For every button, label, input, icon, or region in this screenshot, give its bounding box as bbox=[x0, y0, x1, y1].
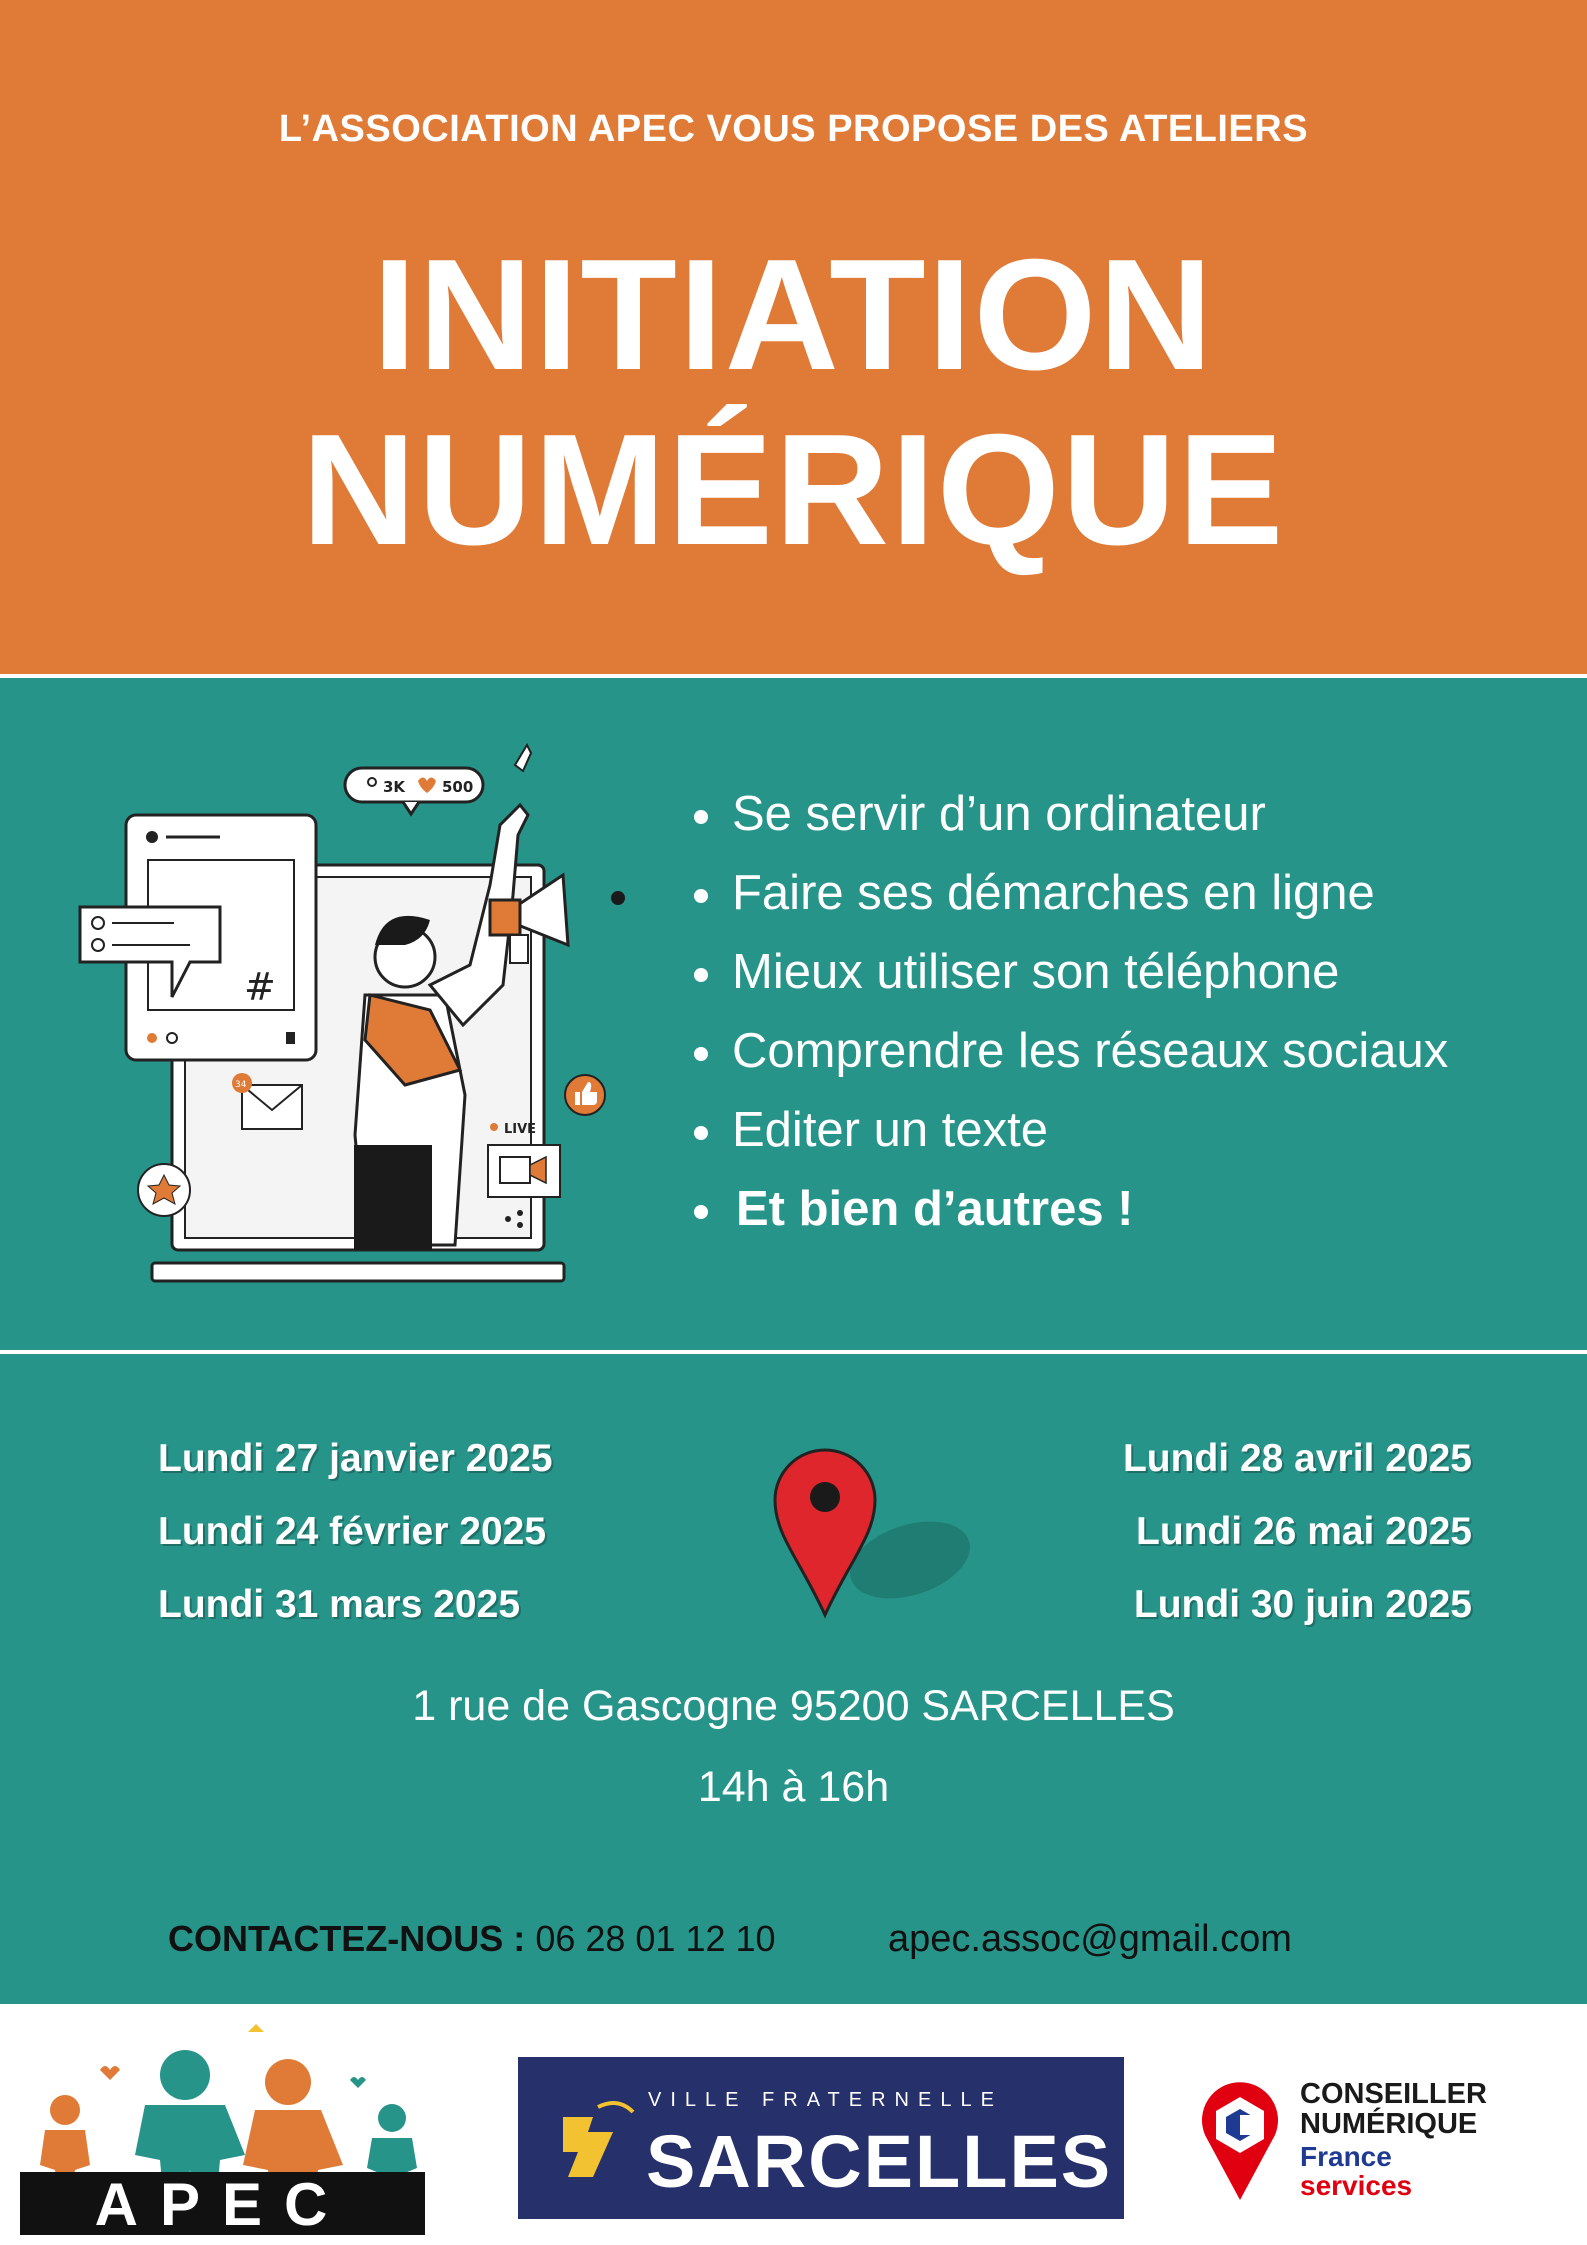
star-icon bbox=[138, 1164, 190, 1216]
date-item: Lundi 30 juin 2025 bbox=[1133, 1583, 1472, 1626]
dove-icon bbox=[558, 2097, 638, 2187]
svg-text:APEC: APEC bbox=[94, 2171, 350, 2235]
sarcelles-tagline: VILLE FRATERNELLE bbox=[648, 2089, 1003, 2111]
date-item: Lundi 28 avril 2025 bbox=[1122, 1437, 1472, 1480]
hours: 14h à 16h bbox=[697, 1763, 890, 1811]
svg-text:34: 34 bbox=[235, 1080, 247, 1090]
date-item: Lundi 27 janvier 2025 bbox=[158, 1437, 553, 1480]
feature-item: Editer un texte bbox=[690, 1091, 1448, 1170]
cn-line-2: NUMÉRIQUE bbox=[1300, 2108, 1478, 2140]
feature-item: Comprendre les réseaux sociaux bbox=[690, 1012, 1448, 1091]
feature-item: Se servir d’un ordinateur bbox=[690, 775, 1448, 854]
cn-line-1: CONSEILLER bbox=[1300, 2078, 1487, 2110]
title-line-2: NUMÉRIQUE bbox=[301, 402, 1286, 578]
dates-right-column bbox=[1123, 1422, 1472, 1641]
digital-marketing-illustration bbox=[70, 735, 670, 1295]
feature-item: Faire ses démarches en ligne bbox=[690, 854, 1448, 933]
svg-text:LIVE: LIVE bbox=[504, 1122, 537, 1137]
stats-bubble bbox=[345, 768, 483, 814]
date-item: Lundi 31 mars 2025 bbox=[158, 1583, 521, 1626]
header-banner bbox=[0, 0, 1587, 674]
cn-line-3: France bbox=[1300, 2141, 1392, 2172]
svg-text:3K: 3K bbox=[383, 778, 406, 796]
cn-line-4: services bbox=[1300, 2170, 1413, 2201]
svg-text:#: # bbox=[244, 965, 276, 1009]
sarcelles-name: SARCELLES bbox=[646, 2120, 1113, 2203]
sarcelles-logo bbox=[518, 2057, 1124, 2219]
location-pin-icon bbox=[760, 1440, 1000, 1620]
date-item: Lundi 26 mai 2025 bbox=[1136, 1510, 1472, 1553]
apec-logo bbox=[20, 2020, 430, 2235]
contact-label: CONTACTEZ-NOUS : bbox=[168, 1918, 526, 1959]
email-address[interactable]: apec.assoc@gmail.com bbox=[888, 1918, 1292, 1960]
dates-left-column bbox=[158, 1422, 553, 1641]
contact-line bbox=[168, 1918, 776, 1960]
features-list bbox=[690, 775, 1448, 1249]
thumbs-up-icon bbox=[565, 1075, 605, 1115]
date-item: Lundi 24 février 2025 bbox=[158, 1510, 547, 1553]
conseiller-numerique-logo bbox=[1195, 2075, 1575, 2205]
address: 1 rue de Gascogne 95200 SARCELLES bbox=[412, 1682, 1175, 1730]
map-marker-icon bbox=[1195, 2075, 1285, 2205]
header-subtitle: L’ASSOCIATION APEC VOUS PROPOSE DES ATELIERS bbox=[278, 108, 1309, 150]
title-line-1: INITIATION bbox=[372, 227, 1215, 403]
phone-number[interactable]: 06 28 01 12 10 bbox=[535, 1918, 776, 1959]
feature-item: Mieux utiliser son téléphone bbox=[690, 933, 1448, 1012]
feature-item-more: Et bien d’autres ! bbox=[690, 1170, 1448, 1249]
svg-text:500: 500 bbox=[442, 778, 474, 796]
